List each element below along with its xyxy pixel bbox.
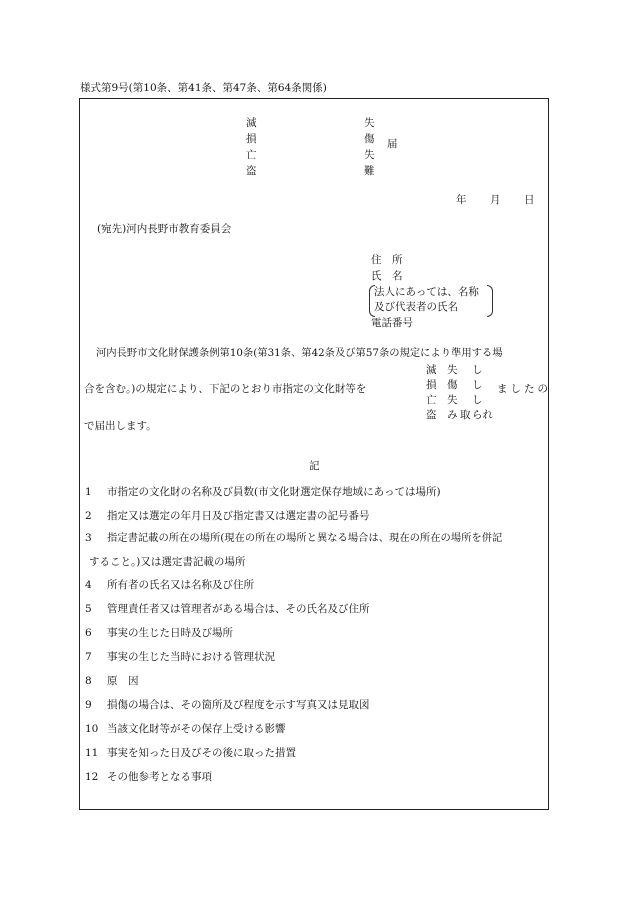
item-number: 6 [85,627,92,639]
option-char: し [472,364,483,376]
item-text: 損傷の場合は、その箇所及び程度を示す写真又は見取図 [107,699,370,711]
body-line2-before: 合を含む。)の規定により、下記のとおり市指定の文化財等を [84,383,367,395]
option-char: られ [472,409,493,421]
title-char: 失 [364,117,375,129]
item-text: 事実の生じた当時における管理状況 [107,651,275,663]
item-continuation: すること。)又は選定書記載の場所 [89,556,246,568]
address-label: 住 所 [371,254,403,266]
body-line3: で届出します。 [84,420,157,432]
list-item [85,580,254,591]
item-number: 9 [85,699,92,711]
option-char: 滅 [426,364,437,376]
option-char: 失 [447,394,458,406]
item-text: 指定書記載の所在の場所(現在の所在の場所と異なる場合は、現在の所在の場所を併記 [107,532,503,544]
item-text: 事実を知った日及びその後に取った措置 [107,747,296,759]
list-item [85,604,370,615]
item-number: 2 [85,510,92,522]
option-col3 [460,363,471,423]
list-item [85,487,441,498]
list-item [85,700,370,711]
addressee: (宛先)河内長野市教育委員会 [97,223,232,235]
item-number: 11 [85,747,99,759]
item-number: 10 [85,723,99,735]
item-number: 1 [85,486,92,498]
option-col4 [472,363,493,423]
item-number: 12 [85,771,99,783]
list-item [85,652,275,663]
item-number: 4 [85,579,92,591]
body-line2-after: ましたの [497,383,551,395]
item-text: 原 因 [107,675,139,687]
item-number: 5 [85,603,92,615]
option-char: 失 [447,364,458,376]
list-item [85,748,296,759]
list-item [85,676,139,687]
date-day: 日 [524,194,535,206]
title-char: 滅 [246,117,257,129]
form-number-label: 様式第9号(第10条、第41条、第47条、第64条関係) [80,82,327,94]
list-item [85,511,370,522]
title-char: 盗 [246,165,257,177]
title-char: 亡 [246,149,257,161]
phone-label: 電話番号 [371,317,413,329]
item-text: 市指定の文化財の名称及び員数(市文化財選定保存地域にあっては場所) [107,486,441,498]
list-item [85,772,212,783]
title-char: 失 [364,149,375,161]
title-char: 傷 [364,133,375,145]
option-char: 損 [426,379,437,391]
item-number: 3 [85,532,92,544]
item-text: 所有者の氏名又は名称及び住所 [107,579,254,591]
item-text: 管理責任者又は管理者がある場合は、その氏名及び住所 [107,603,370,615]
list-item [85,724,286,735]
corp-note-line1: 法人にあっては、名称 [374,286,479,298]
item-text: その他参考となる事項 [107,771,212,783]
name-label: 氏 名 [371,270,403,282]
option-col1 [426,363,437,423]
item-text: 事実の生じた日時及び場所 [107,627,233,639]
right-paren [487,285,493,317]
item-text: 指定又は選定の年月日及び指定書又は選定書の記号番号 [107,510,370,522]
body-line1: 河内長野市文化財保護条例第10条(第31条、第42条及び第57条の規定により準用する場 [96,347,503,359]
list-item [85,533,502,544]
item-number: 8 [85,675,92,687]
date-year: 年 [456,194,467,206]
option-char: 傷 [447,379,458,391]
title-suffix: 届 [387,138,398,150]
option-char: 亡 [426,394,437,406]
title-char: 難 [364,165,375,177]
title-left-column [246,115,257,179]
title-right-column [364,115,375,179]
option-char: み [447,409,458,421]
ki-heading: 記 [309,460,320,472]
corp-note-line2: 及び代表者の氏名 [374,301,458,313]
option-char: 取 [460,409,471,421]
item-text: 当該文化財等がその保存上受ける影響 [107,723,286,735]
title-char: 損 [246,133,257,145]
date-month: 月 [490,194,501,206]
option-char: し [472,379,483,391]
option-char: 盗 [426,409,437,421]
item-number: 7 [85,651,92,663]
option-col2 [447,363,458,423]
list-item [85,628,233,639]
option-char: し [472,394,483,406]
